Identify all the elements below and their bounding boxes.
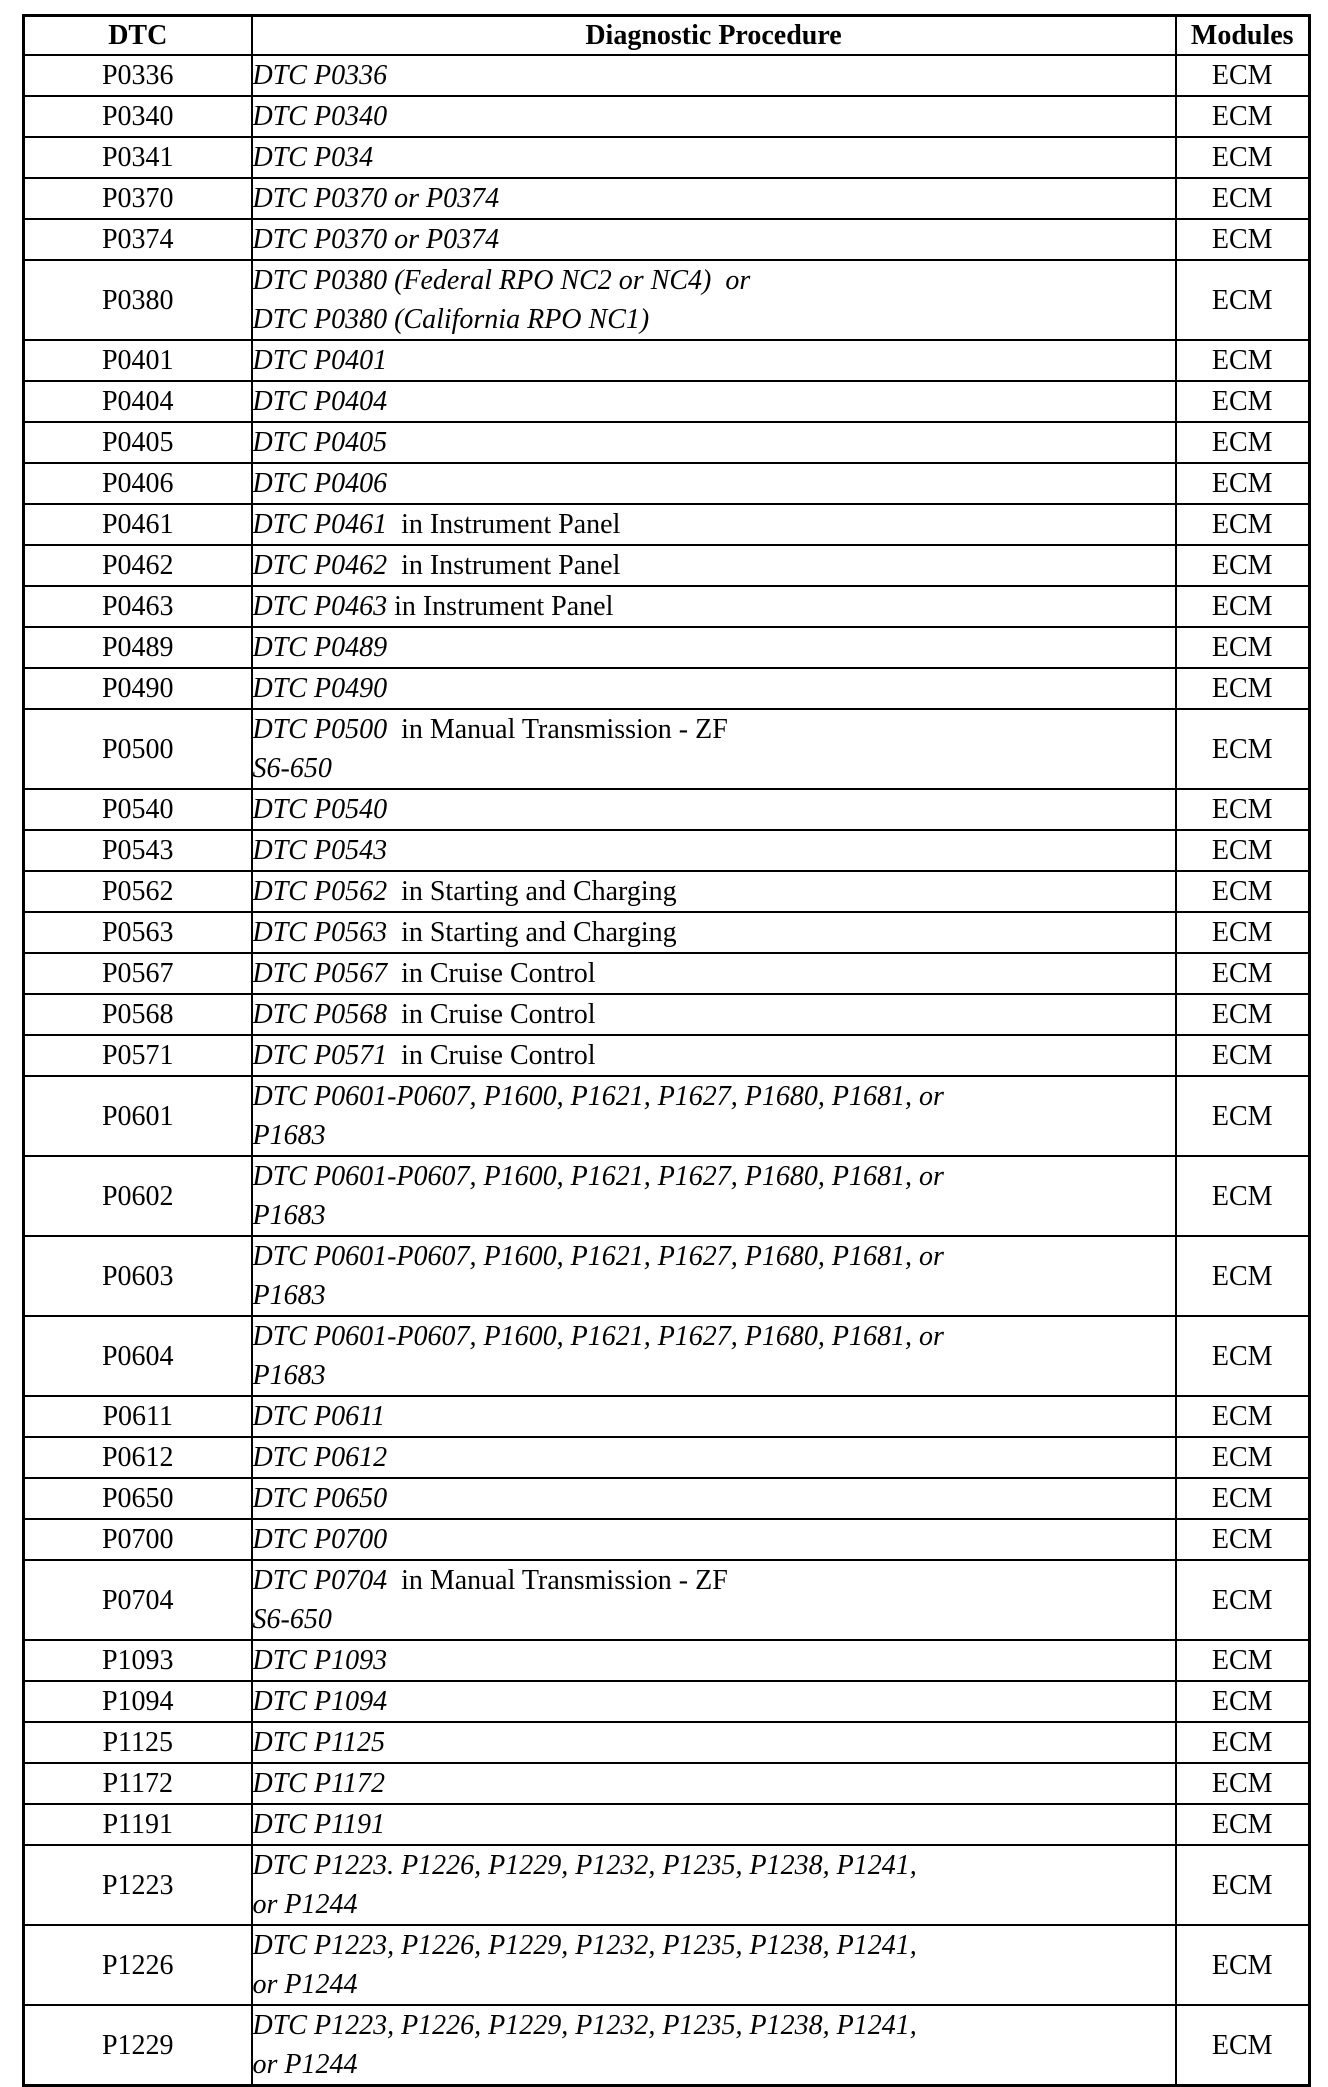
procedure-line <box>253 872 1175 911</box>
diagnostic-procedure-cell <box>252 1763 1176 1804</box>
table-row <box>24 96 1310 137</box>
module-cell: ECM <box>1176 1437 1310 1478</box>
dtc-code-cell: P0461 <box>24 504 252 545</box>
module-cell: ECM <box>1176 789 1310 830</box>
dtc-code-cell: P0490 <box>24 668 252 709</box>
table-body <box>24 55 1310 2086</box>
dtc-code-cell: P1094 <box>24 1681 252 1722</box>
diagnostic-procedure-cell <box>252 1316 1176 1396</box>
dtc-code-cell: P0650 <box>24 1478 252 1519</box>
dtc-code-cell: P0602 <box>24 1156 252 1236</box>
procedure-line <box>253 341 1175 380</box>
table-row <box>24 463 1310 504</box>
diagnostic-procedure-cell <box>252 219 1176 260</box>
procedure-line <box>253 97 1175 136</box>
module-cell: ECM <box>1176 627 1310 668</box>
procedure-reference: DTC P0540 <box>252 794 388 825</box>
dtc-code-cell: P0341 <box>24 137 252 178</box>
module-cell: ECM <box>1176 709 1310 789</box>
procedure-reference: P1683 <box>252 1120 326 1151</box>
procedure-reference: DTC P0370 or P0374 <box>252 183 500 214</box>
procedure-line <box>253 1885 1175 1924</box>
table-row <box>24 1560 1310 1640</box>
procedure-location: in Manual Transmission - ZF <box>387 714 728 745</box>
diagnostic-procedure-cell <box>252 1519 1176 1560</box>
procedure-line <box>253 954 1175 993</box>
procedure-reference: DTC P0340 <box>252 101 388 132</box>
procedure-line <box>253 382 1175 421</box>
procedure-line <box>253 546 1175 585</box>
module-cell: ECM <box>1176 586 1310 627</box>
diagnostic-procedure-cell <box>252 1925 1176 2005</box>
procedure-reference: DTC P0500 <box>252 714 388 745</box>
procedure-line <box>253 179 1175 218</box>
procedure-line <box>253 669 1175 708</box>
table-row <box>24 1681 1310 1722</box>
procedure-line <box>253 1641 1175 1680</box>
column-header-procedure: Diagnostic Procedure <box>252 16 1176 56</box>
procedure-reference: DTC P0563 <box>252 917 388 948</box>
table-row <box>24 1076 1310 1156</box>
procedure-reference: DTC P0401 <box>252 345 388 376</box>
procedure-location: in Cruise Control <box>387 958 596 989</box>
diagnostic-procedure-cell <box>252 1478 1176 1519</box>
procedure-line <box>253 1805 1175 1844</box>
diagnostic-procedure-cell <box>252 953 1176 994</box>
table-row <box>24 1437 1310 1478</box>
diagnostic-procedure-cell <box>252 627 1176 668</box>
diagnostic-procedure-cell <box>252 1035 1176 1076</box>
table-row <box>24 1236 1310 1316</box>
procedure-reference: DTC P0611 <box>252 1401 385 1432</box>
diagnostic-procedure-cell <box>252 1722 1176 1763</box>
procedure-location: in Cruise Control <box>387 1040 596 1071</box>
procedure-line <box>253 710 1175 749</box>
dtc-code-cell: P0562 <box>24 871 252 912</box>
module-cell: ECM <box>1176 260 1310 340</box>
module-cell: ECM <box>1176 1156 1310 1236</box>
procedure-line <box>253 1196 1175 1235</box>
diagnostic-procedure-cell <box>252 1681 1176 1722</box>
procedure-reference: DTC P0406 <box>252 468 388 499</box>
diagnostic-procedure-cell <box>252 1640 1176 1681</box>
table-row <box>24 55 1310 96</box>
dtc-code-cell: P0568 <box>24 994 252 1035</box>
table-row <box>24 545 1310 586</box>
procedure-reference: DTC P0405 <box>252 427 388 458</box>
procedure-reference: DTC P1094 <box>252 1686 388 1717</box>
dtc-code-cell: P0404 <box>24 381 252 422</box>
module-cell: ECM <box>1176 1519 1310 1560</box>
procedure-reference: DTC P0601-P0607, P1600, P1621, P1627, P1680, P1681, or <box>252 1161 944 1192</box>
dtc-code-cell: P0406 <box>24 463 252 504</box>
procedure-reference: P1683 <box>252 1200 326 1231</box>
procedure-reference: DTC P0612 <box>252 1442 388 1473</box>
module-cell: ECM <box>1176 830 1310 871</box>
procedure-reference: DTC P0461 <box>252 509 388 540</box>
module-cell: ECM <box>1176 2005 1310 2086</box>
table-row <box>24 586 1310 627</box>
procedure-line <box>253 587 1175 626</box>
dtc-code-cell: P0563 <box>24 912 252 953</box>
dtc-code-cell: P1226 <box>24 1925 252 2005</box>
table-row <box>24 1640 1310 1681</box>
procedure-reference: DTC P0463 <box>252 591 388 622</box>
procedure-reference: DTC P1093 <box>252 1645 388 1676</box>
module-cell: ECM <box>1176 1640 1310 1681</box>
procedure-reference: P1683 <box>252 1280 326 1311</box>
procedure-line <box>253 1077 1175 1116</box>
dtc-code-cell: P0611 <box>24 1396 252 1437</box>
procedure-line <box>253 995 1175 1034</box>
diagnostic-procedure-cell <box>252 789 1176 830</box>
dtc-code-cell: P0700 <box>24 1519 252 1560</box>
table-row <box>24 871 1310 912</box>
table-row <box>24 994 1310 1035</box>
table-row <box>24 2005 1310 2086</box>
dtc-code-cell: P0601 <box>24 1076 252 1156</box>
procedure-location: in Starting and Charging <box>387 876 677 907</box>
procedure-line <box>253 1926 1175 1965</box>
module-cell: ECM <box>1176 1804 1310 1845</box>
dtc-code-cell: P0603 <box>24 1236 252 1316</box>
dtc-code-cell: P1229 <box>24 2005 252 2086</box>
dtc-code-cell: P0489 <box>24 627 252 668</box>
module-cell: ECM <box>1176 1560 1310 1640</box>
procedure-line <box>253 913 1175 952</box>
procedure-line <box>253 1682 1175 1721</box>
dtc-table <box>22 14 1311 2087</box>
module-cell: ECM <box>1176 1478 1310 1519</box>
dtc-code-cell: P1093 <box>24 1640 252 1681</box>
dtc-code-cell: P1172 <box>24 1763 252 1804</box>
document-page <box>22 14 1308 2087</box>
dtc-code-cell: P0401 <box>24 340 252 381</box>
procedure-reference: DTC P0489 <box>252 632 388 663</box>
diagnostic-procedure-cell <box>252 1156 1176 1236</box>
procedure-line <box>253 1157 1175 1196</box>
procedure-line <box>253 220 1175 259</box>
diagnostic-procedure-cell <box>252 545 1176 586</box>
table-row <box>24 1722 1310 1763</box>
procedure-line <box>253 56 1175 95</box>
procedure-line <box>253 1356 1175 1395</box>
dtc-code-cell: P1191 <box>24 1804 252 1845</box>
dtc-code-cell: P0540 <box>24 789 252 830</box>
procedure-line <box>253 831 1175 870</box>
table-row <box>24 1845 1310 1925</box>
dtc-code-cell: P0704 <box>24 1560 252 1640</box>
dtc-code-cell: P0571 <box>24 1035 252 1076</box>
table-row <box>24 340 1310 381</box>
diagnostic-procedure-cell <box>252 2005 1176 2086</box>
module-cell: ECM <box>1176 96 1310 137</box>
procedure-reference: DTC P0700 <box>252 1524 388 1555</box>
procedure-line <box>253 2045 1175 2084</box>
procedure-reference: or P1244 <box>252 1889 358 1920</box>
procedure-reference: DTC P1223. P1226, P1229, P1232, P1235, P1238, P1241, <box>252 1850 917 1881</box>
dtc-code-cell: P1223 <box>24 1845 252 1925</box>
procedure-reference: DTC P0601-P0607, P1600, P1621, P1627, P1680, P1681, or <box>252 1321 944 1352</box>
table-row <box>24 422 1310 463</box>
module-cell: ECM <box>1176 1316 1310 1396</box>
procedure-line <box>253 1116 1175 1155</box>
table-row <box>24 789 1310 830</box>
procedure-line <box>253 1317 1175 1356</box>
diagnostic-procedure-cell <box>252 871 1176 912</box>
diagnostic-procedure-cell <box>252 994 1176 1035</box>
module-cell: ECM <box>1176 1396 1310 1437</box>
diagnostic-procedure-cell <box>252 96 1176 137</box>
module-cell: ECM <box>1176 137 1310 178</box>
dtc-code-cell: P0500 <box>24 709 252 789</box>
table-row <box>24 260 1310 340</box>
diagnostic-procedure-cell <box>252 178 1176 219</box>
dtc-code-cell: P0604 <box>24 1316 252 1396</box>
procedure-line <box>253 261 1175 300</box>
procedure-line <box>253 2006 1175 2045</box>
table-header-row <box>24 16 1310 56</box>
procedure-reference: DTC P0567 <box>252 958 388 989</box>
procedure-line <box>253 628 1175 667</box>
procedure-reference: DTC P0380 (Federal RPO NC2 or NC4) or <box>252 265 751 296</box>
procedure-line <box>253 138 1175 177</box>
procedure-reference: DTC P0380 (California RPO NC1) <box>252 304 650 335</box>
module-cell: ECM <box>1176 55 1310 96</box>
diagnostic-procedure-cell <box>252 1560 1176 1640</box>
table-row <box>24 219 1310 260</box>
module-cell: ECM <box>1176 1076 1310 1156</box>
diagnostic-procedure-cell <box>252 55 1176 96</box>
dtc-code-cell: P0463 <box>24 586 252 627</box>
table-row <box>24 912 1310 953</box>
diagnostic-procedure-cell <box>252 504 1176 545</box>
procedure-reference: DTC P1223, P1226, P1229, P1232, P1235, P1238, P1241, <box>252 2010 917 2041</box>
procedure-line <box>253 1036 1175 1075</box>
module-cell: ECM <box>1176 912 1310 953</box>
table-row <box>24 504 1310 545</box>
procedure-reference: DTC P0650 <box>252 1483 388 1514</box>
dtc-code-cell: P0462 <box>24 545 252 586</box>
procedure-line <box>253 1846 1175 1885</box>
module-cell: ECM <box>1176 219 1310 260</box>
procedure-line <box>253 1479 1175 1518</box>
module-cell: ECM <box>1176 340 1310 381</box>
dtc-code-cell: P0380 <box>24 260 252 340</box>
procedure-reference: DTC P0601-P0607, P1600, P1621, P1627, P1680, P1681, or <box>252 1241 944 1272</box>
dtc-code-cell: P0374 <box>24 219 252 260</box>
table-row <box>24 1519 1310 1560</box>
procedure-reference: DTC P0704 <box>252 1565 388 1596</box>
table-row <box>24 1156 1310 1236</box>
table-row <box>24 178 1310 219</box>
procedure-line <box>253 1764 1175 1803</box>
table-row <box>24 627 1310 668</box>
table-row <box>24 1804 1310 1845</box>
diagnostic-procedure-cell <box>252 422 1176 463</box>
module-cell: ECM <box>1176 1722 1310 1763</box>
diagnostic-procedure-cell <box>252 586 1176 627</box>
module-cell: ECM <box>1176 1763 1310 1804</box>
column-header-dtc: DTC <box>24 16 252 56</box>
procedure-line <box>253 505 1175 544</box>
module-cell: ECM <box>1176 994 1310 1035</box>
procedure-location: in Cruise Control <box>387 999 596 1030</box>
procedure-line <box>253 1600 1175 1639</box>
module-cell: ECM <box>1176 1035 1310 1076</box>
procedure-location: in Starting and Charging <box>387 917 677 948</box>
procedure-line <box>253 300 1175 339</box>
table-row <box>24 668 1310 709</box>
dtc-code-cell: P0612 <box>24 1437 252 1478</box>
procedure-location: in Instrument Panel <box>387 591 614 622</box>
diagnostic-procedure-cell <box>252 830 1176 871</box>
diagnostic-procedure-cell <box>252 260 1176 340</box>
column-header-modules: Modules <box>1176 16 1310 56</box>
module-cell: ECM <box>1176 1925 1310 2005</box>
procedure-line <box>253 464 1175 503</box>
procedure-reference: DTC P0462 <box>252 550 388 581</box>
module-cell: ECM <box>1176 953 1310 994</box>
procedure-line <box>253 1561 1175 1600</box>
procedure-reference: DTC P0601-P0607, P1600, P1621, P1627, P1680, P1681, or <box>252 1081 944 1112</box>
table-row <box>24 1396 1310 1437</box>
dtc-code-cell: P1125 <box>24 1722 252 1763</box>
procedure-reference: or P1244 <box>252 2049 358 2080</box>
procedure-line <box>253 1237 1175 1276</box>
table-row <box>24 381 1310 422</box>
diagnostic-procedure-cell <box>252 1437 1176 1478</box>
module-cell: ECM <box>1176 1236 1310 1316</box>
module-cell: ECM <box>1176 504 1310 545</box>
table-row <box>24 1035 1310 1076</box>
dtc-code-cell: P0340 <box>24 96 252 137</box>
procedure-line <box>253 1520 1175 1559</box>
table-row <box>24 709 1310 789</box>
procedure-location: in Instrument Panel <box>387 550 621 581</box>
procedure-reference: DTC P0568 <box>252 999 388 1030</box>
procedure-line <box>253 1397 1175 1436</box>
procedure-line <box>253 1965 1175 2004</box>
module-cell: ECM <box>1176 463 1310 504</box>
procedure-reference: DTC P0404 <box>252 386 388 417</box>
dtc-code-cell: P0567 <box>24 953 252 994</box>
dtc-code-cell: P0370 <box>24 178 252 219</box>
diagnostic-procedure-cell <box>252 709 1176 789</box>
diagnostic-procedure-cell <box>252 1804 1176 1845</box>
diagnostic-procedure-cell <box>252 912 1176 953</box>
table-row <box>24 137 1310 178</box>
diagnostic-procedure-cell <box>252 1845 1176 1925</box>
procedure-reference: DTC P0336 <box>252 60 388 91</box>
table-row <box>24 953 1310 994</box>
procedure-line <box>253 423 1175 462</box>
dtc-code-cell: P0336 <box>24 55 252 96</box>
procedure-reference: DTC P1125 <box>252 1727 385 1758</box>
table-row <box>24 1316 1310 1396</box>
diagnostic-procedure-cell <box>252 137 1176 178</box>
diagnostic-procedure-cell <box>252 1076 1176 1156</box>
module-cell: ECM <box>1176 545 1310 586</box>
diagnostic-procedure-cell <box>252 381 1176 422</box>
procedure-line <box>253 1276 1175 1315</box>
procedure-line <box>253 749 1175 788</box>
procedure-line <box>253 1438 1175 1477</box>
procedure-reference: DTC P1223, P1226, P1229, P1232, P1235, P1238, P1241, <box>252 1930 917 1961</box>
module-cell: ECM <box>1176 871 1310 912</box>
procedure-reference: S6-650 <box>252 1604 332 1635</box>
procedure-reference: DTC P034 <box>252 142 374 173</box>
table-row <box>24 1925 1310 2005</box>
diagnostic-procedure-cell <box>252 1236 1176 1316</box>
diagnostic-procedure-cell <box>252 463 1176 504</box>
dtc-code-cell: P0543 <box>24 830 252 871</box>
module-cell: ECM <box>1176 1845 1310 1925</box>
dtc-code-cell: P0405 <box>24 422 252 463</box>
module-cell: ECM <box>1176 381 1310 422</box>
procedure-reference: DTC P0370 or P0374 <box>252 224 500 255</box>
module-cell: ECM <box>1176 178 1310 219</box>
procedure-reference: DTC P1191 <box>252 1809 385 1840</box>
diagnostic-procedure-cell <box>252 340 1176 381</box>
procedure-reference: P1683 <box>252 1360 326 1391</box>
table-row <box>24 1478 1310 1519</box>
procedure-reference: S6-650 <box>252 753 332 784</box>
procedure-location: in Manual Transmission - ZF <box>387 1565 728 1596</box>
procedure-reference: DTC P0562 <box>252 876 388 907</box>
module-cell: ECM <box>1176 668 1310 709</box>
module-cell: ECM <box>1176 1681 1310 1722</box>
table-row <box>24 1763 1310 1804</box>
diagnostic-procedure-cell <box>252 668 1176 709</box>
procedure-reference: DTC P0571 <box>252 1040 388 1071</box>
procedure-reference: DTC P0490 <box>252 673 388 704</box>
procedure-reference: DTC P0543 <box>252 835 388 866</box>
procedure-line <box>253 790 1175 829</box>
module-cell: ECM <box>1176 422 1310 463</box>
procedure-reference: DTC P1172 <box>252 1768 385 1799</box>
diagnostic-procedure-cell <box>252 1396 1176 1437</box>
table-row <box>24 830 1310 871</box>
procedure-location: in Instrument Panel <box>387 509 621 540</box>
procedure-reference: or P1244 <box>252 1969 358 2000</box>
procedure-line <box>253 1723 1175 1762</box>
